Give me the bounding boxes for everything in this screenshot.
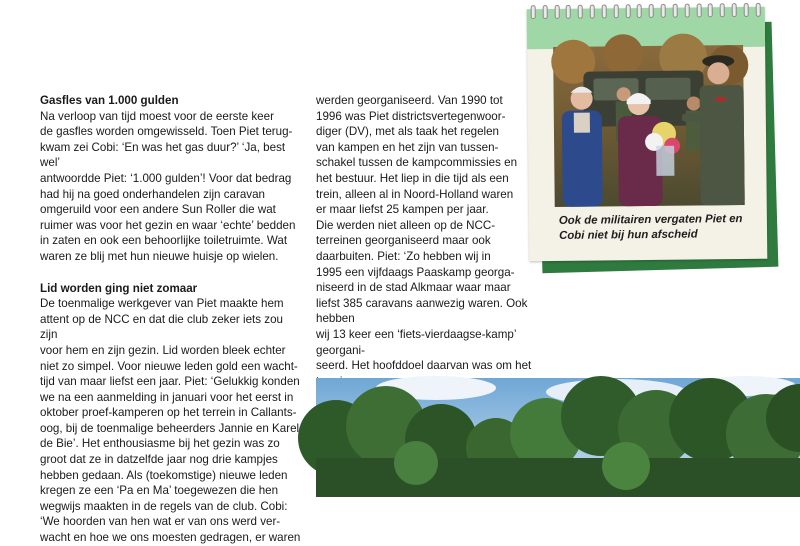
paragraph-line: er maar liefst 25 kampen per jaar. (316, 203, 489, 217)
paragraph-line: kregen ze een ‘Pa en Ma’ toegewezen die hen (40, 484, 279, 498)
paragraph-line: Na verloop van tijd moest voor de eerste keer (40, 109, 274, 123)
paragraph-line: kwam zei Cobi: ‘En was het gas duur?’ ‘Ja, best wel’ (40, 140, 286, 170)
photo-military-farewell (553, 45, 745, 207)
paragraph-line: terreinen georganiseerd maar ook (316, 234, 491, 248)
paragraph-line: omgeruild voor een andere Sun Roller die wat (40, 203, 276, 217)
spiral-ring (542, 5, 547, 19)
paragraph-line: we na een aanmelding in januari voor het eerst in (40, 390, 294, 404)
paragraph-line: daarbuiten. Piet: ‘Zo hebben wij in (316, 249, 491, 263)
spiral-ring (696, 3, 701, 17)
article-column-middle (316, 93, 556, 405)
photo-card (527, 7, 768, 261)
spiral-rings (531, 3, 761, 19)
spiral-ring (720, 3, 725, 17)
spiral-ring (732, 3, 737, 17)
spiral-ring (625, 4, 630, 18)
paragraph-line: het bestuur. Het liep in die tijd als een (316, 171, 509, 185)
photo-trees-landscape (316, 378, 800, 497)
heading-lid-worden: Lid worden ging niet zomaar (40, 281, 198, 295)
paragraph-line: niet zo simpel. Voor nieuwe leden gold een wacht- (40, 359, 298, 373)
spiral-ring (661, 4, 666, 18)
paragraph-line: werden georganiseerd. Van 1990 tot (316, 94, 503, 107)
spiral-ring (744, 3, 749, 17)
paragraph-line: voor hem en zijn gezin. Lid worden bleek echter (40, 343, 286, 357)
spiral-ring (590, 5, 595, 19)
spiral-ring (566, 5, 571, 19)
paragraph-line: van kampen en het zijn van tussen- (316, 140, 499, 154)
paragraph-line: ruimer was voor het gezin en waar ‘echte’ bedden (40, 218, 296, 232)
caption-line: Ook de militairen vergaten Piet en (558, 213, 743, 227)
paragraph-line: hebben gedaan. Als (toekomstige) nieuwe leden (40, 468, 288, 482)
paragraph-line: ‘We hoorden van hen wat er van ons werd ver- (40, 515, 281, 529)
paragraph-line: niseerd in de stad Alkmaar waar maar (316, 281, 511, 295)
paragraph-line: schakel tussen de kampcommissies en (316, 156, 518, 170)
paragraph-line: de gasfles worden omgewisseld. Toen Piet terug- (40, 125, 293, 139)
paragraph-line: oog, bij de toenmalige beheerders Jannie en Karel (40, 421, 300, 435)
paragraph-line: trein, alleen al in Noord-Holland waren (316, 187, 514, 201)
photo-caption (559, 212, 759, 244)
paragraph-line: seerd. Het hoofddoel daarvan was om het (316, 359, 532, 373)
paragraph-gap (40, 265, 302, 281)
paragraph-line: wacht en hoe we ons moesten gedragen, er waren (40, 531, 301, 545)
paragraph-line: 1996 was Piet districtsvertegenwoor- (316, 109, 506, 123)
spiral-ring (554, 5, 559, 19)
paragraph-line: wij 13 keer een ‘fiets-vierdaagse-kamp’ georgani- (316, 327, 516, 357)
paragraph-line: de Bie’. Het enthousiasme bij het gezin was zo (40, 437, 280, 451)
paragraph-line: waren ze blij met hun nieuwe huisje op wielen. (40, 249, 279, 263)
spiral-ring (531, 5, 536, 19)
paragraph-line: oktober proef-kamperen op het terrein in Callants- (40, 406, 297, 420)
spiral-ring (637, 4, 642, 18)
caption-line: Cobi niet bij hun afscheid (559, 228, 698, 243)
spiral-ring (578, 5, 583, 19)
spiral-ring (649, 4, 654, 18)
paragraph-line: Die werden niet alleen op de NCC- (316, 218, 496, 232)
article-column-left (40, 93, 302, 546)
paragraph-line: tijd van maar liefst een jaar. Piet: ‘Gelukkig konden (40, 375, 300, 389)
paragraph-line: diger (DV), met als taak het regelen (316, 125, 500, 139)
paragraph-line: liefst 385 caravans aanwezig waren. Ook hebben (316, 296, 528, 326)
spiral-ring (602, 4, 607, 18)
paragraph-line: wegwijs maakten in de regels van de club. Cobi: (40, 499, 288, 513)
paragraph-line: groot dat ze in datzelfde jaar nog drie kampjes (40, 453, 278, 467)
paragraph-line: 1995 een vijfdaags Paaskamp georga- (316, 265, 515, 279)
spiral-ring (755, 3, 760, 17)
heading-gasfles: Gasfles van 1.000 gulden (40, 94, 179, 107)
paragraph-line: had hij na goed onderhandelen zijn caravan (40, 187, 265, 201)
spiral-ring (613, 4, 618, 18)
spiral-ring (673, 4, 678, 18)
paragraph-line: in zaten en ook een behoorlijke toiletruimte. Wat (40, 234, 288, 248)
spiral-ring (684, 4, 689, 18)
paragraph-line: antwoordde Piet: ‘1.000 gulden’! Voor dat bedrag (40, 171, 292, 185)
paragraph-line: De toenmalige werkgever van Piet maakte hem (40, 297, 284, 311)
paragraph-line: attent op de NCC en dat die club zeker iets zou zijn (40, 312, 283, 342)
spiral-ring (708, 3, 713, 17)
